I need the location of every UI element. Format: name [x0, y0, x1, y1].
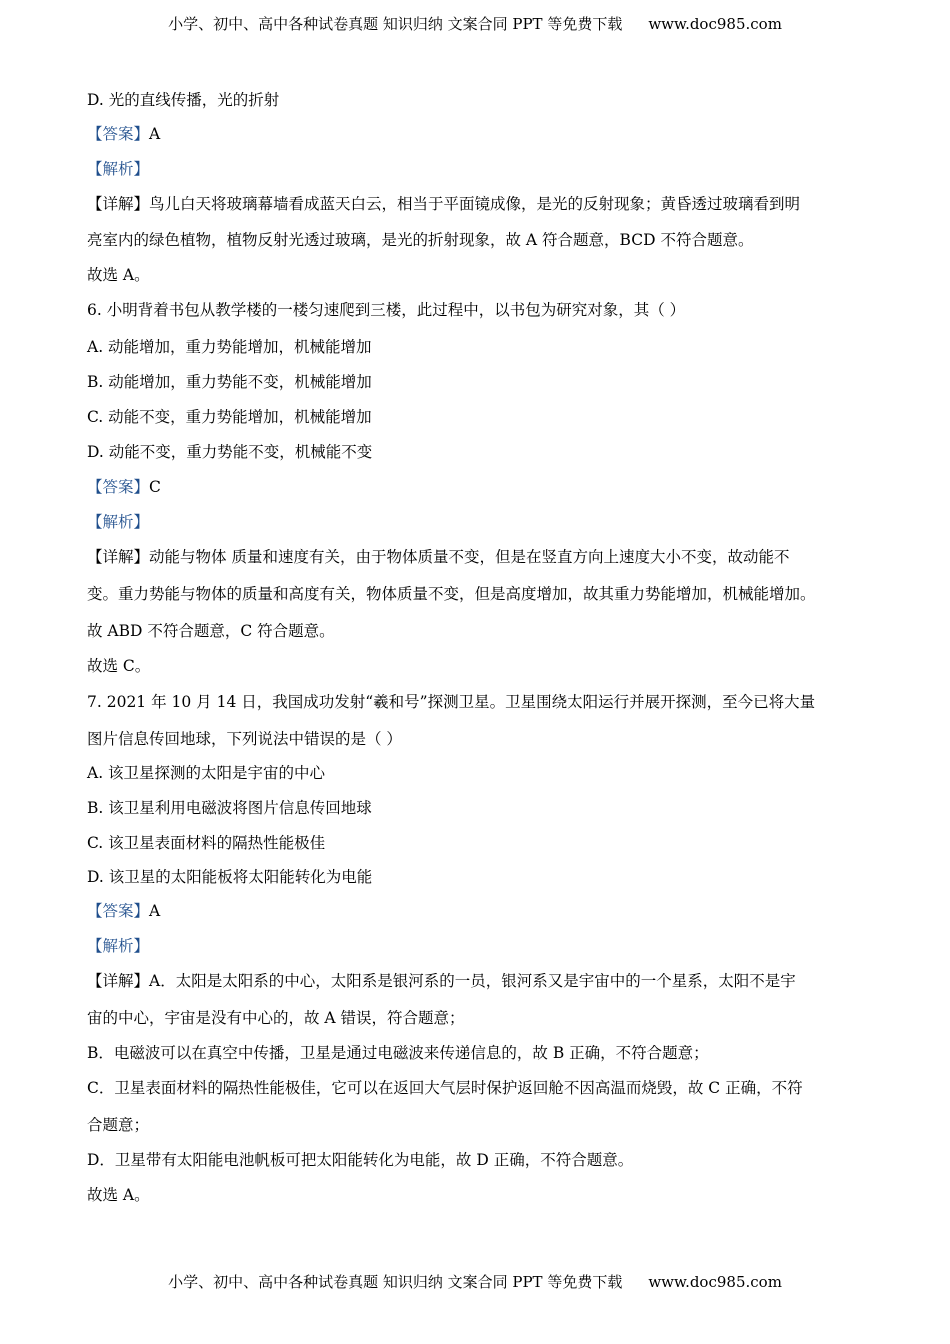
- q5-detail-line-1: 【详解】鸟儿白天将玻璃幕墙看成蓝天白云，相当于平面镜成像，是光的反射现象；黄昏透过玻璃看到明: [87, 195, 801, 213]
- q7-analysis: [87, 936, 149, 956]
- q7-detail-line-5: 合题意；: [87, 1116, 150, 1134]
- q5-analysis: [87, 159, 149, 179]
- q7-stem-line-1: 7. 2021 年 10 月 14 日，我国成功发射“羲和号”探测卫星。卫星围绕太阳运行并展开探测，至今已将大量: [87, 693, 816, 711]
- q7-detail-line-6: D．卫星带有太阳能电池帆板可把太阳能转化为电能，故 D 正确，不符合题意。: [87, 1151, 634, 1169]
- detail-tag: 【详解】: [87, 972, 150, 990]
- q6-option-a: A. 动能增加，重力势能增加，机械能增加: [87, 338, 372, 356]
- q6-answer: [87, 477, 161, 497]
- q6-detail-line-2: 变。重力势能与物体的质量和高度有关，物体质量不变，但是高度增加，故其重力势能增加，机械能增加。: [87, 585, 816, 603]
- q5-detail-line-2: 亮室内的绿色植物，植物反射光透过玻璃，是光的折射现象，故 A 符合题意，BCD 不符合题意。: [87, 231, 754, 249]
- q7-detail-line-3: B．电磁波可以在真空中传播，卫星是通过电磁波来传递信息的，故 B 正确，不符合题意；: [87, 1044, 709, 1062]
- q6-option-c: C. 动能不变，重力势能增加，机械能增加: [87, 408, 372, 426]
- q6-detail-line-3: 故 ABD 不符合题意，C 符合题意。: [87, 622, 335, 640]
- answer-tag: 【答案】: [87, 125, 150, 143]
- footer-text: 小学、初中、高中各种试卷真题 知识归纳 文案合同 PPT 等免费下载: [168, 1273, 623, 1291]
- q7-detail-line-4: C．卫星表面材料的隔热性能极佳，它可以在返回大气层时保护返回舱不因高温而烧毁，故 C 正确，不符: [87, 1079, 803, 1097]
- q7-option-d: D. 该卫星的太阳能板将太阳能转化为电能: [87, 868, 373, 886]
- q7-answer: [87, 901, 160, 921]
- answer-tag: 【答案】: [87, 478, 150, 496]
- answer-tag: 【答案】: [87, 902, 150, 920]
- header-url[interactable]: www.doc985.com: [648, 15, 782, 33]
- q7-option-b: B. 该卫星利用电磁波将图片信息传回地球: [87, 799, 372, 817]
- detail-tag: 【详解】: [87, 195, 150, 213]
- q7-option-c: C. 该卫星表面材料的隔热性能极佳: [87, 834, 326, 852]
- page-header: [0, 13, 950, 34]
- q6-option-b: B. 动能增加，重力势能不变，机械能增加: [87, 373, 372, 391]
- analysis-tag: 【解析】: [87, 160, 150, 178]
- header-text: 小学、初中、高中各种试卷真题 知识归纳 文案合同 PPT 等免费下载: [168, 15, 623, 33]
- q5-answer: [87, 124, 160, 144]
- q5-option-d: D. 光的直线传播，光的折射: [87, 91, 280, 109]
- analysis-tag: 【解析】: [87, 513, 150, 531]
- q6-analysis: [87, 512, 149, 532]
- q7-option-a: A. 该卫星探测的太阳是宇宙的中心: [87, 764, 326, 782]
- q6-answer-value: C: [149, 478, 161, 496]
- q6-detail-line-1: 【详解】动能与物体 质量和速度有关，由于物体质量不变，但是在竖直方向上速度大小不变，故动能不: [87, 548, 790, 566]
- q7-conclusion: 故选 A。: [87, 1186, 150, 1204]
- q6-stem: 6. 小明背着书包从教学楼的一楼匀速爬到三楼，此过程中，以书包为研究对象，其（ ）: [87, 301, 686, 319]
- q7-stem-line-2: 图片信息传回地球，下列说法中错误的是（ ）: [87, 730, 402, 748]
- q6-option-d: D. 动能不变，重力势能不变，机械能不变: [87, 443, 373, 461]
- q7-detail-line-2: 宙的中心，宇宙是没有中心的，故 A 错误，符合题意；: [87, 1009, 465, 1027]
- footer-url[interactable]: www.doc985.com: [648, 1273, 782, 1291]
- detail-tag: 【详解】: [87, 548, 150, 566]
- q5-conclusion: 故选 A。: [87, 266, 150, 284]
- q5-answer-value: A: [149, 125, 161, 143]
- page-footer: [0, 1271, 950, 1292]
- q7-answer-value: A: [149, 902, 161, 920]
- analysis-tag: 【解析】: [87, 937, 150, 955]
- q6-conclusion: 故选 C。: [87, 657, 151, 675]
- q7-detail-line-1: 【详解】A．太阳是太阳系的中心，太阳系是银河系的一员，银河系又是宇宙中的一个星系，太阳不是宇: [87, 972, 796, 990]
